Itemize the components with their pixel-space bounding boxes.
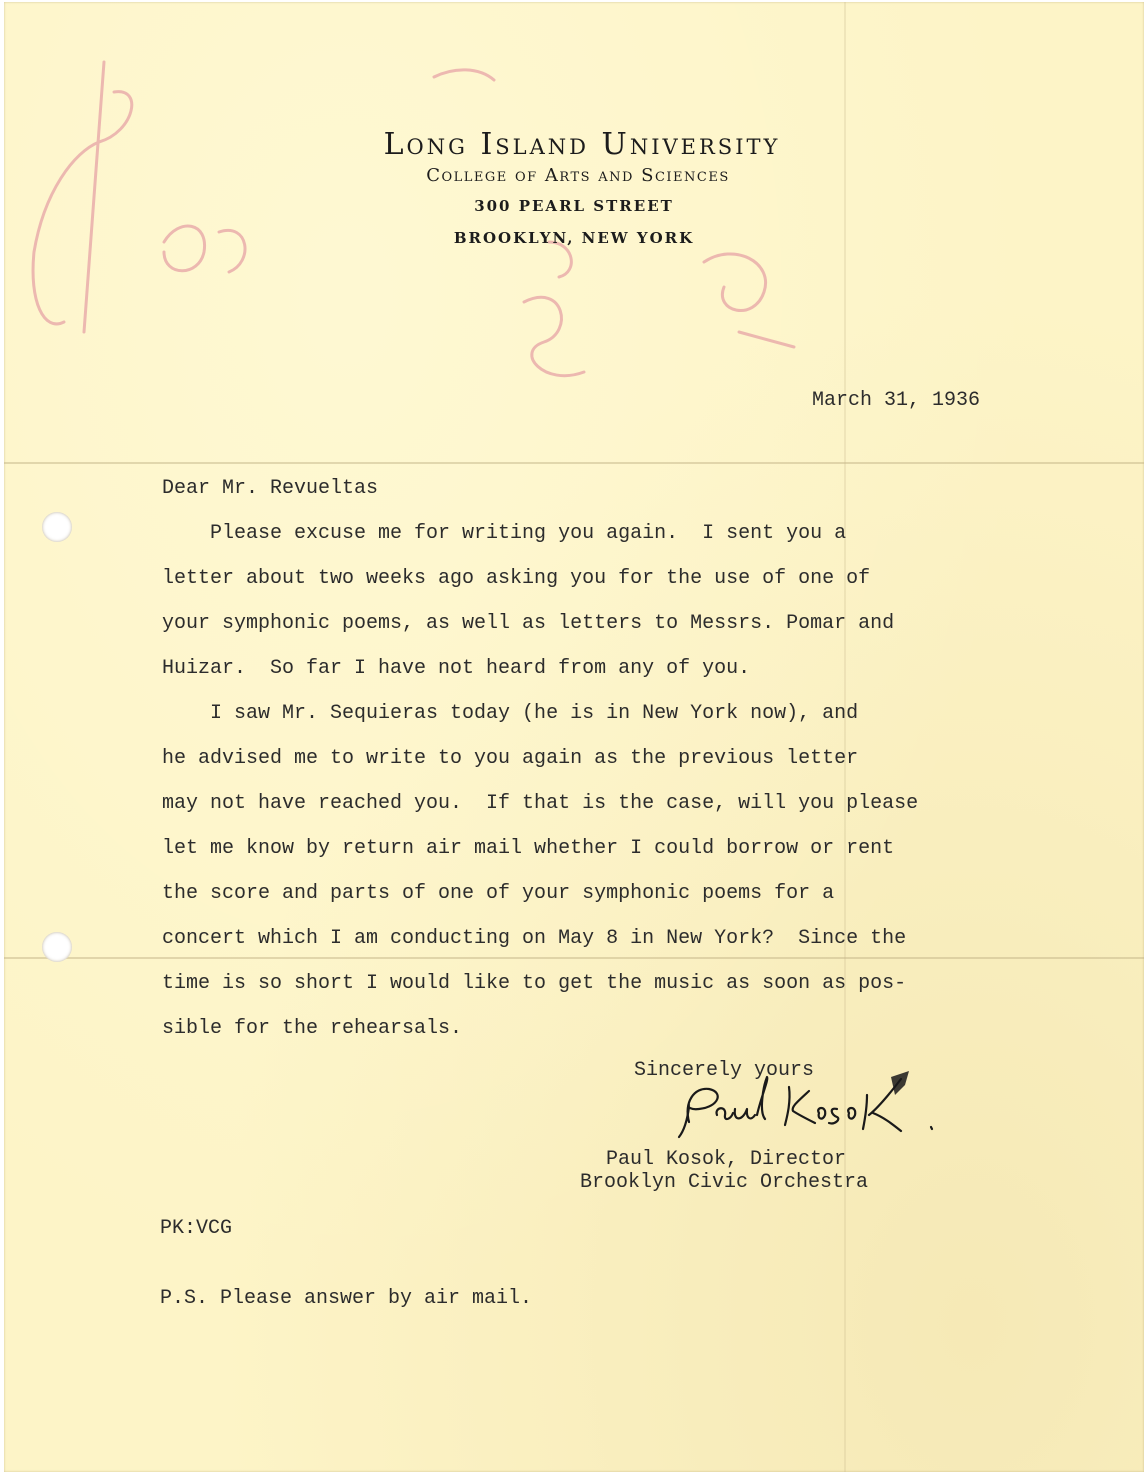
letter-page bbox=[4, 2, 1144, 1472]
salutation: Dear Mr. Revueltas bbox=[162, 477, 379, 500]
body-line: may not have reached you. If that is the case, will you please bbox=[162, 792, 919, 815]
body-line: Huizar. So far I have not heard from any of you. bbox=[162, 657, 751, 680]
body-line: I saw Mr. Sequieras today (he is in New York now), and bbox=[162, 702, 859, 725]
letter-date: March 31, 1936 bbox=[812, 389, 981, 412]
signer-name-title: Paul Kosok, Director bbox=[606, 1148, 847, 1171]
fold-crease-lower bbox=[4, 957, 1144, 959]
body-line: letter about two weeks ago asking you for the use of one of bbox=[162, 567, 871, 590]
body-line: let me know by return air mail whether I could borrow or rent bbox=[162, 837, 895, 860]
fold-crease-upper bbox=[4, 462, 1144, 464]
body-line: your symphonic poems, as well as letters to Messrs. Pomar and bbox=[162, 612, 895, 635]
body-line: time is so short I would like to get the music as soon as pos- bbox=[162, 972, 907, 995]
punch-hole-bottom bbox=[42, 932, 72, 962]
body-line: he advised me to write to you again as the previous letter bbox=[162, 747, 859, 770]
body-line: Please excuse me for writing you again. I sent you a bbox=[162, 522, 847, 545]
letterhead-city: BROOKLYN, NEW YORK bbox=[453, 229, 695, 247]
letterhead-university: Long Island University bbox=[383, 127, 781, 162]
body-line: concert which I am conducting on May 8 in New York? Since the bbox=[162, 927, 907, 950]
body-line: sible for the rehearsals. bbox=[162, 1017, 463, 1040]
body-line: the score and parts of one of your symphonic poems for a bbox=[162, 882, 835, 905]
letterhead-college: College of Arts and Sciences bbox=[426, 165, 730, 186]
handwritten-signature bbox=[669, 1067, 959, 1147]
typist-initials: PK:VCG bbox=[160, 1217, 233, 1240]
letterhead-street: 300 PEARL STREET bbox=[474, 197, 674, 215]
postscript: P.S. Please answer by air mail. bbox=[160, 1287, 533, 1310]
punch-hole-top bbox=[42, 512, 72, 542]
signer-organization: Brooklyn Civic Orchestra bbox=[580, 1171, 869, 1194]
closing: Sincerely yours bbox=[634, 1059, 815, 1082]
